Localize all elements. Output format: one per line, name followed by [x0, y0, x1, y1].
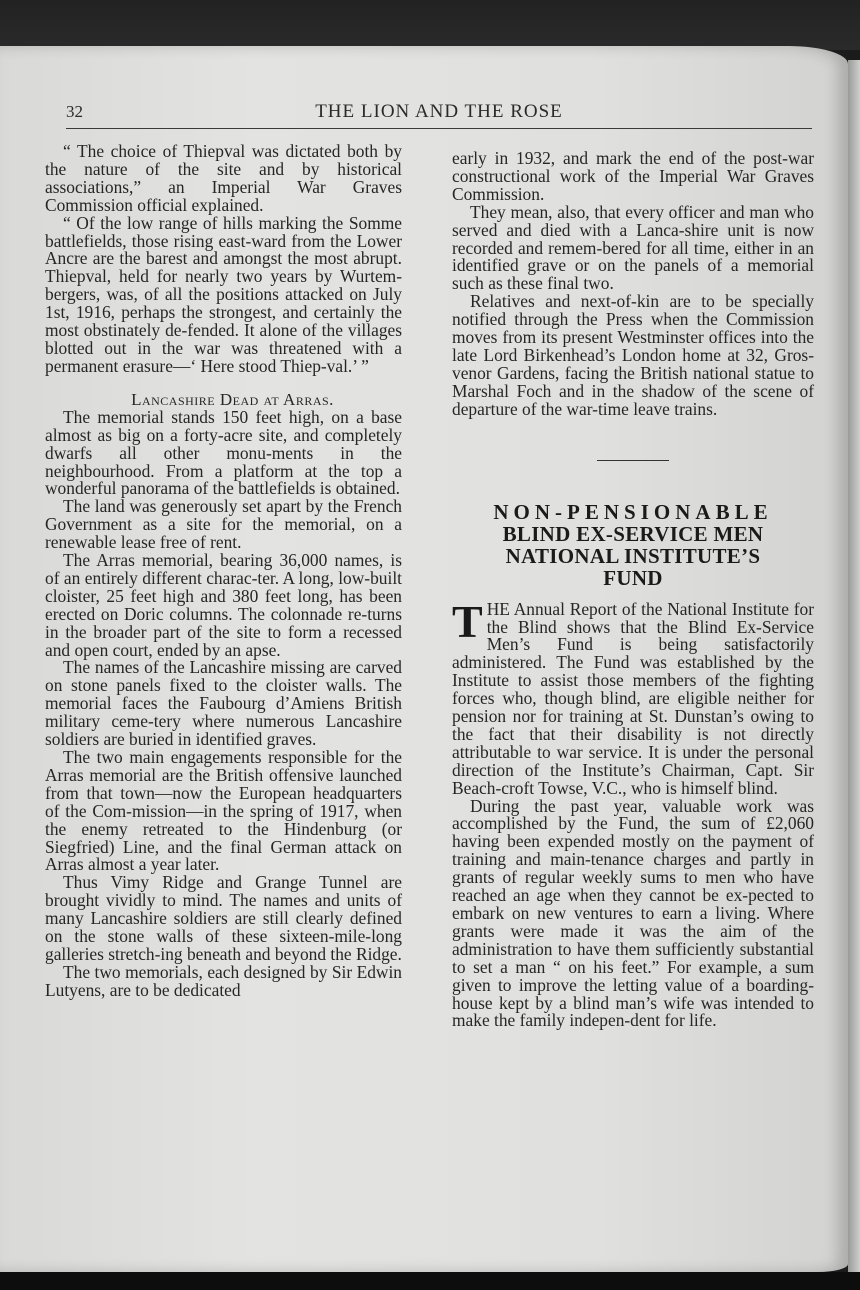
paragraph: Thus Vimy Ridge and Grange Tunnel are brought vividly to mind. The names and units of many Lancashire soldiers are still clearly defined on the stone walls of these sixteen-mile-long galleries stretch-ing beneath and beyond the Ridge.: [45, 872, 402, 964]
page-number: 32: [66, 102, 83, 121]
paragraph: The land was generously set apart by the French Government as a site for the memorial, on a renewable lease free of rent.: [45, 496, 402, 553]
lead-paragraph: [452, 595, 814, 798]
left-column: [45, 143, 402, 1000]
article-title-line: BLIND EX-SERVICE MEN: [502, 521, 764, 546]
scan-background-bottom: [0, 1272, 860, 1290]
article-body: [452, 595, 814, 1031]
paragraph: During the past year, valuable work was accomplished by the Fund, the sum of £2,060 having been expended mostly on the payment of training and main-tenance charges and partly in grants of regular weekly sums to men who have reached an age when they cannot be ex-pected to embark on new ventures to earn a living. Where grants were made it was the aim of the administration to have them sufficiently substantial to set a man “ on his feet.” For example, a sum given to improve the letting value of a boarding-house kept by a blind man’s wife was intended to make the family indepen-dent for life.: [452, 795, 814, 1031]
paragraph: “ The choice of Thiepval was dictated both by the nature of the site and by historical associations,” an Imperial War Graves Commission official explained.: [45, 141, 402, 215]
paragraph: The names of the Lancashire missing are carved on stone panels fixed to the cloister walls. The memorial faces the Faubourg d’Amiens British military ceme-tery where numerous Lancashire soldiers are buried in identified graves.: [45, 657, 402, 750]
lead-text: Annual Report of the National Institute for the Blind shows that the Blind Ex-Service Men’s Fund is being satisfactorily administered. The Fund was established by the Institute to assist those members of the fighting forces who, though blind, are eligible neither for pension nor for training at St. Dunstan’s owing to the fact that their disability is not directly attributable to war service. It is under the personal direction of the Institute’s Chairman, Capt. Sir Beach-croft Towse, V.C., who is himself blind.: [452, 598, 814, 798]
magazine-page: [0, 46, 848, 1272]
right-column: [452, 150, 814, 1030]
article-title-line: NATIONAL INSTITUTE’S: [505, 543, 761, 568]
article-title-line: NON-PENSIONABLE: [493, 499, 773, 524]
section-divider: [597, 460, 669, 461]
drop-cap: T: [452, 595, 483, 647]
paragraph: Relatives and next-of-kin are to be specially notified through the Press when the Commission moves from its present Westminster offices into the late Lord Birkenhead’s London home at 32, Gros-venor Gardens, facing the British national statue to Marshal Foch and in the shadow of the scene of departure of the war-time leave trains.: [452, 291, 814, 419]
article-title-line: FUND: [603, 565, 663, 590]
page-edge-shadow: [848, 60, 860, 1280]
paragraph: The two memorials, each designed by Sir Edwin Lutyens, are to be dedicated: [45, 961, 402, 1000]
paragraph: The Arras memorial, bearing 36,000 names, is of an entirely different charac-ter. A long, low-built cloister, 25 feet high and 380 feet long, has been erected on Doric columns. The colonnade re-turns in the broader part of the site to form a recessed and open court, ended by an apse.: [45, 550, 402, 660]
paragraph: The memorial stands 150 feet high, on a base almost as big on a forty-acre site, and completely dwarfs all other monu-ments in the neighbourhood. From a platform at the top a wonderful panorama of the battlefields is obtained.: [45, 406, 402, 499]
running-title: THE LION AND THE ROSE: [315, 101, 563, 122]
scan-background-top: [0, 0, 860, 50]
section-subhead: Lancashire Dead at Arras.: [131, 389, 334, 409]
running-header: [66, 100, 812, 129]
paragraph: They mean, also, that every officer and man who served and died with a Lanca-shire unit is now recorded and remem-bered for all time, either in an identified grave or on the panels of a memorial such as these final two.: [452, 201, 814, 294]
paragraph: “ Of the low range of hills marking the Somme battlefields, those rising east-ward from the Lower Ancre are the barest and amongst the most abrupt. Thiepval, held for nearly two years by Wurtem-bergers, was, of all the positions attacked on July 1st, 1916, perhaps the strongest, and certainly the most obstinately de-fended. It alone of the villages blotted out in the war was threatened with a permanent erasure—‘ Here stood Thiep-val.’ ”: [45, 212, 402, 376]
paragraph-continuation: early in 1932, and mark the end of the post-war constructional work of the Imperial War Graves Commission.: [452, 148, 814, 204]
article-title: [452, 501, 814, 589]
paragraph: The two main engagements responsible for the Arras memorial are the British offensive launched from that town—now the European headquarters of the Com-mission—in the spring of 1917, when the enemy retreated to the Hindenburg (or Siegfried) Line, and the final German attack on Arras almost a year later.: [45, 747, 402, 875]
lead-smallcaps: HE: [486, 598, 510, 619]
